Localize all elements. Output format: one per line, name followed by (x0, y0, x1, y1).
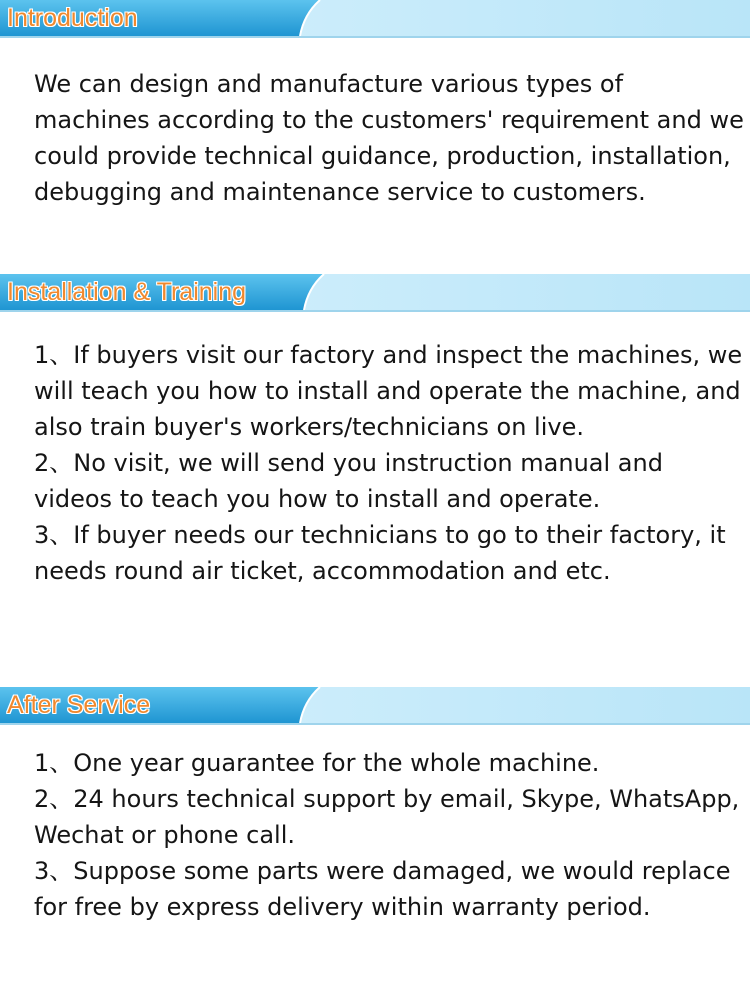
section-title: After Service (7, 691, 151, 719)
list-item: 1、One year guarantee for the whole machine. (34, 749, 600, 777)
list-item: 3、If buyer needs our technicians to go to their factory, it needs round air ticket, accommodation and etc. (34, 521, 726, 585)
installation-training-body (34, 337, 744, 589)
list-item: 2、No visit, we will send you instruction manual and videos to teach you how to install and operate. (34, 449, 663, 513)
section-header-after-service (0, 687, 750, 727)
list-item: 3、Suppose some parts were damaged, we would replace for free by express delivery within warranty period. (34, 857, 731, 921)
list-item: 1、If buyers visit our factory and inspect the machines, we will teach you how to install and operate the machine, and also train buyer's workers/technicians on live. (34, 341, 743, 441)
introduction-body (34, 66, 744, 210)
section-title: Installation & Training (7, 278, 247, 306)
after-service-body (34, 745, 744, 925)
list-item: 2、24 hours technical support by email, Skype, WhatsApp, Wechat or phone call. (34, 785, 740, 849)
section-header-introduction (0, 0, 750, 40)
paragraph: We can design and manufacture various types of machines according to the customers' requirement and we could provide technical guidance, production, installation, debugging and maintenance service to customers. (34, 70, 744, 206)
section-header-installation-training (0, 274, 750, 314)
section-title: Introduction (7, 4, 138, 32)
